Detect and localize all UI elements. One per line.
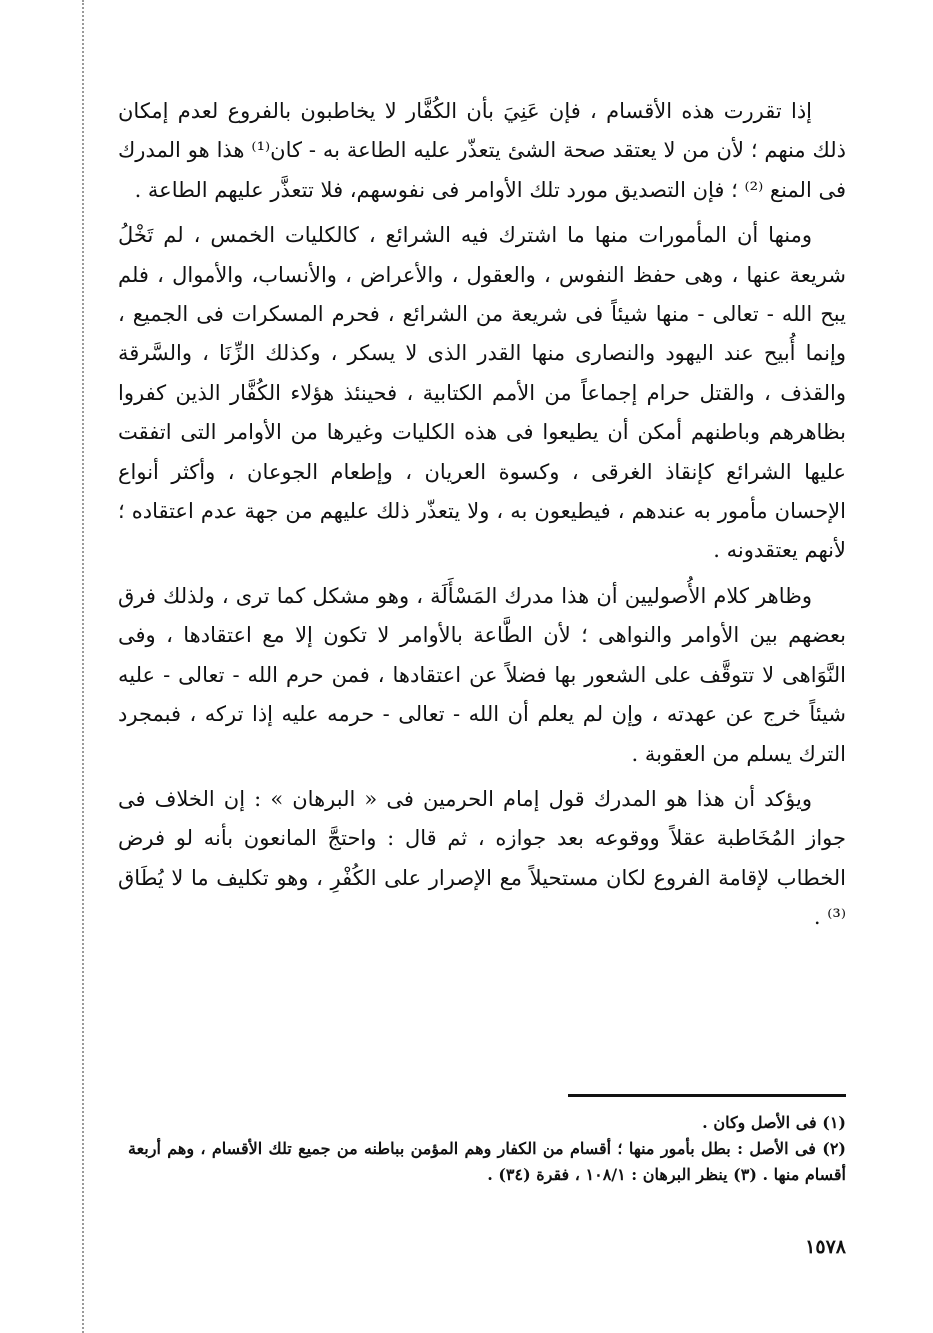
page-number: ١٥٧٨: [805, 1236, 846, 1258]
paragraph-2: ومنها أن المأمورات منها ما اشترك فيه الشرائع ، كالكليات الخمس ، لم تَخْلُ شريعة عنها ، وهى حفظ النفوس ، والعقول ، والأعراض ، والأنساب، والأموال ، فلم يبح الله - تعالى - منها شيئاً فى شريعة من الشرائع ، فحرم المسكرات فى الجميع ، وإنما أُبيح عند اليهود والنصارى منها القدر الذى لا يسكر ، وكذلك الزِّنَا ، والسَّرقة والقذف ، والقتل حرام إجماعاً من الأمم الكتابية ، فحينئذ هؤلاء الكُفَّار الذين كفروا بظاهرهم وباطنهم أمكن أن يطيعوا فى هذه الكليات وغيرها من الأوامر التى اتفقت عليها الشرائع كإنقاذ الغرقى ، وكسوة العريان ، وإطعام الجوعان ، وأكثر أنواع الإحسان مأمور به عندهم ، فيطيعون به ، ولا يتعذّر ذلك عليهم من جهة عدم اعتقاده ؛ لأنهم يعتقدونه .: [118, 223, 846, 563]
scan-dotted-border: [82, 0, 84, 1333]
footnote-2: (٢) فى الأصل : بطل بأمور منها ؛ أقسام من الكفار وهم المؤمن بباطنه من جميع تلك الأقسام ، وهم أربعة أقسام منها . (٣) ينظر البرهان : ١٠٨/١ ، فقرة (٣٤) .: [128, 1139, 846, 1184]
footnote-separator: [568, 1094, 846, 1097]
footnotes: [128, 1110, 846, 1188]
paragraph-4: ويؤكد أن هذا هو المدرك قول إمام الحرمين فى « البرهان » : إن الخلاف فى جواز المُخَاطبة عقلاً ووقوعه بعد جوازه ، ثم قال : واحتجَّ المانعون بأنه لو فرض الخطاب لإقامة الفروع لكان مستحيلاً مع الإصرار على الكُفْرِ ، وهو تكليف ما لا يُطَاق ⁽³⁾ .: [118, 786, 846, 930]
paragraph-3: وظاهر كلام الأُصوليين أن هذا مدرك المَسْأَلَة ، وهو مشكل كما ترى ، ولذلك فرق بعضهم بين الأوامر والنواهى ؛ لأن الطَّاعة بالأوامر لا تكون إلا مع اعتقادها ، وفى النَّوَاهى لا تتوقَّف على الشعور بها فضلاً عن اعتقادها ، فمن حرم الله - تعالى - عليه شيئاً خرج عن عهدته ، وإن لم يعلم أن الله - تعالى - حرمه عليه إذا تركه ، فبمجرد الترك يسلم من العقوبة .: [118, 583, 846, 766]
footnote-1: (١) فى الأصل وكان .: [702, 1113, 846, 1132]
main-text: [118, 92, 846, 944]
paragraph-1: إذا تقررت هذه الأقسام ، فإن عَنِيَ بأن الكُفَّار لا يخاطبون بالفروع لعدم إمكان ذلك منهم ؛ لأن من لا يعتقد صحة الشئ يتعذّر عليه الطاعة به - كان⁽¹⁾ هذا هو المدرك فى المنع ⁽²⁾ ؛ فإن التصديق مورد تلك الأوامر فى نفوسهم، فلا تتعذَّر عليهم الطاعة .: [118, 99, 846, 202]
